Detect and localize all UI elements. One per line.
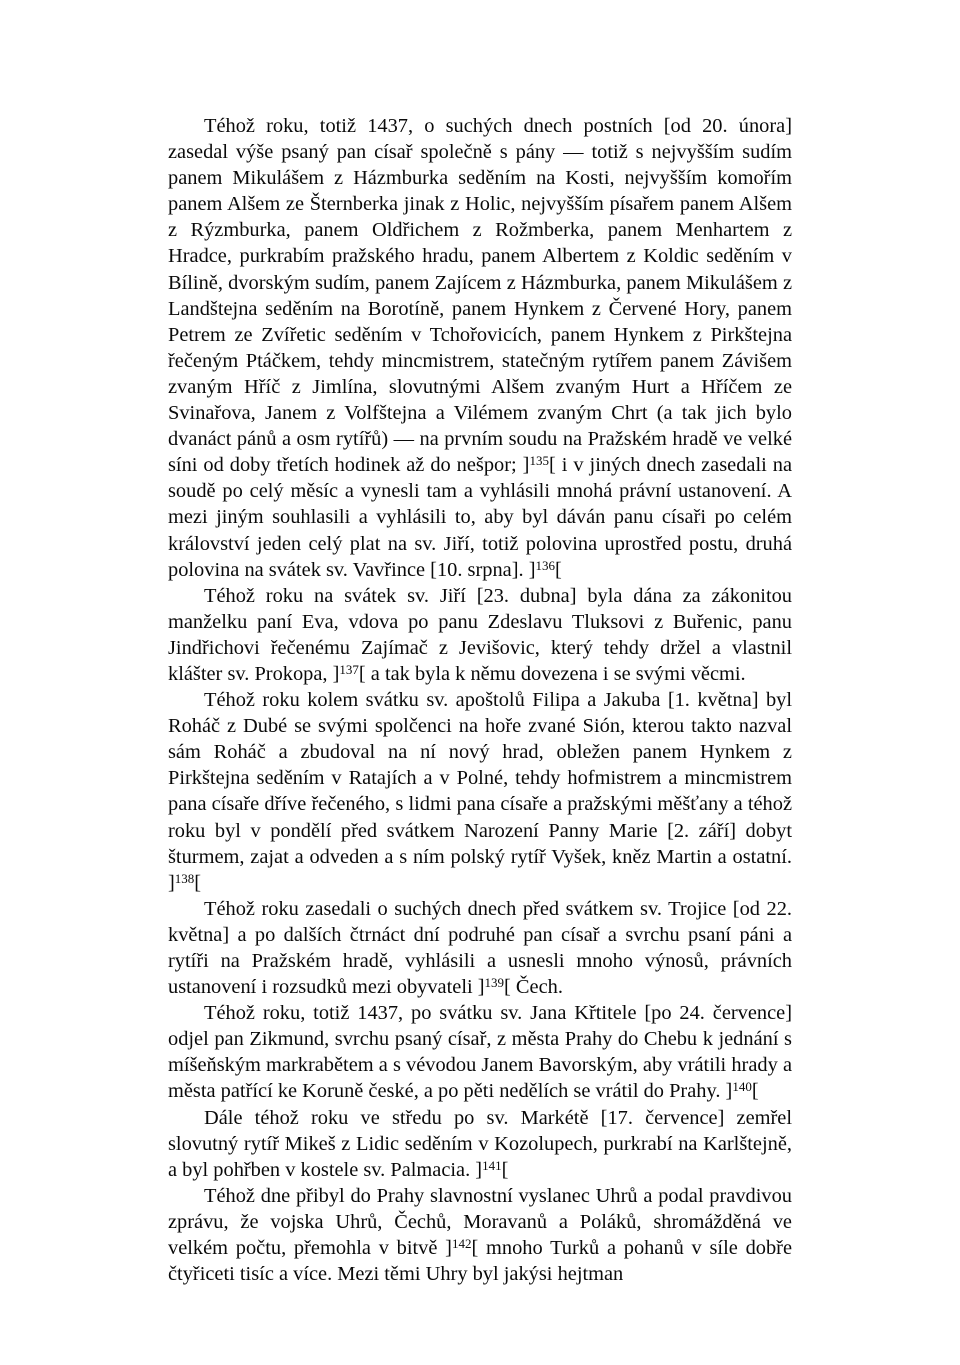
paragraph-text: Téhož roku na svátek sv. Jiří [23. dubna] byla dána za zákonitou manželku paní Eva, vdova po panu Zdeslavu Tluksovi z Buřenic, panu Jindřichovi řečenému Zajímač z Jevišovic, který tehdy držel a vlastnil klášter sv. Prokopa, ] <box>168 584 792 685</box>
paragraph <box>168 583 792 687</box>
paragraph-text: Dále téhož roku ve středu po sv. Markétě [17. července] zemřel slovutný rytíř Mikeš z Lidic seděním v Kozolupech, purkrabí na Karlštejně, a byl pohřben v kostele sv. Palmacia. ] <box>168 1106 792 1181</box>
footnote-ref: 135 <box>529 453 549 469</box>
footnote-ref: 137 <box>339 661 359 677</box>
paragraph <box>168 1000 792 1104</box>
footnote-ref: 141 <box>482 1157 502 1173</box>
footnote-ref: 138 <box>174 870 195 886</box>
paragraph <box>168 113 792 583</box>
paragraph-text: Téhož dne přibyl do Prahy slavnostní vyslanec Uhrů a podal pravdivou zprávu, že vojska Uhrů, Čechů, Moravanů a Poláků, shromážděná ve velkém počtu, přemohla v bitvě ] <box>168 1184 792 1260</box>
paragraph-text: [ Čech. <box>504 976 563 999</box>
paragraph-text: [ <box>194 871 202 894</box>
paragraph <box>168 1105 792 1183</box>
footnote-ref: 139 <box>484 975 505 991</box>
paragraph-text: Téhož roku, totiž 1437, o suchých dnech postních [od 20. února] zasedal výše psaný pan císař společně s pány — totiž s nejvyšším sudím panem Mikulášem z Házmburka seděním na Kosti, nejvyšším komořím panem Alšem ze Šternberka jinak z Holic, nejvyšším písařem panem Alšem z Rýzmburka, panem Oldřichem z Rožmberka, panem Menhartem z Hradce, purkrabím pražského hradu, panem Albertem z Koldic seděním v Bílině, dvorským sudím, panem Zajícem z Házmburka, panem Mikulášem z Landštejna seděním na Borotíně, panem Hynkem z Červené Hory, panem Petrem ze Zvířetic seděním v Tchořovicích, panem Hynkem z Pirkštejna řečeným Ptáčkem, tehdy mincmistrem, statečným rytířem panem Závišem zvaným Hříč z Jimlína, slovutnými Alšem zvaným Hurt a Hříčem ze Svinařova, Janem z Volfštejna a Vilémem zvaným Chrt (a tak jich bylo dvanáct pánů a osm rytířů) — na prvním soudu na Pražském hradě ve velké síni od doby třetích hodinek až do nešpor; ] <box>168 115 792 477</box>
footnote-ref: 140 <box>732 1079 752 1095</box>
paragraph-text: [ <box>555 558 562 581</box>
footnote-ref: 136 <box>535 557 555 573</box>
paragraph <box>168 687 792 896</box>
paragraph-text: [ mnoho Turků a pohanů v síle dobře čtyřiceti tisíc a více. Mezi těmi Uhry byl jakýsi hejtman <box>168 1237 792 1286</box>
page-text <box>168 113 792 1287</box>
paragraph <box>168 896 792 1000</box>
paragraph-text: [ a tak byla k němu dovezena i se svými věcmi. <box>358 662 746 685</box>
paragraph-text: [ <box>751 1080 759 1103</box>
paragraph-text: Téhož roku, totiž 1437, po svátku sv. Jana Křtitele [po 24. července] odjel pan Zikmund, svrchu psaný císař, z města Prahy do Chebu k jednání s míšeňským markrabětem a s vévodou Janem Bavorským, aby vrátili hrady a města patřící ke Koruně české, a po pěti nedělích se vrátil do Prahy. ] <box>168 1002 792 1103</box>
paragraph-text: [ i v jiných dnech zasedali na soudě po celý měsíc a vynesli tam a vyhlásili mnohá právní ustanovení. A mezi jiným souhlasili a vyhlásili to, aby byl dáván panu císaři po celém království jeden celý plat na sv. Jiří, totiž polovina uprostřed postu, druhá polovina na svátek sv. Vavřince [10. srpna]. ] <box>168 454 792 581</box>
paragraph-text: Téhož roku zasedali o suchých dnech před svátkem sv. Trojice [od 22. května] a po dalších čtrnáct dní podruhé pan císař a svrchu psaní páni a rytíři na Pražském hradě, vyhlásili a usnesli mnoho výnosů, právních ustanovení i rozsudků mezi obyvateli ] <box>168 897 792 999</box>
footnote-ref: 142 <box>451 1236 472 1252</box>
paragraph <box>168 1183 792 1287</box>
paragraph-text: [ <box>501 1158 509 1181</box>
paragraph-text: Téhož roku kolem svátku sv. apoštolů Filipa a Jakuba [1. května] byl Roháč z Dubé se svými spolčenci na hoře zvané Sión, kterou takto nazval sám Roháč a zbudoval na ní nový hrad, obležen panem Hynkem z Pirkštejna seděním v Ratajích a v Polné, tehdy hofmistrem a mincmistrem pana císaře dříve řečeného, s lidmi pana císaře a pražskými měšťany a téhož roku byl v pondělí před svátkem Narození Panny Marie [2. září] dobyt šturmem, zajat a odveden a s ním polský rytíř Vyšek, kněz Martin a ostatní. ] <box>168 689 792 894</box>
